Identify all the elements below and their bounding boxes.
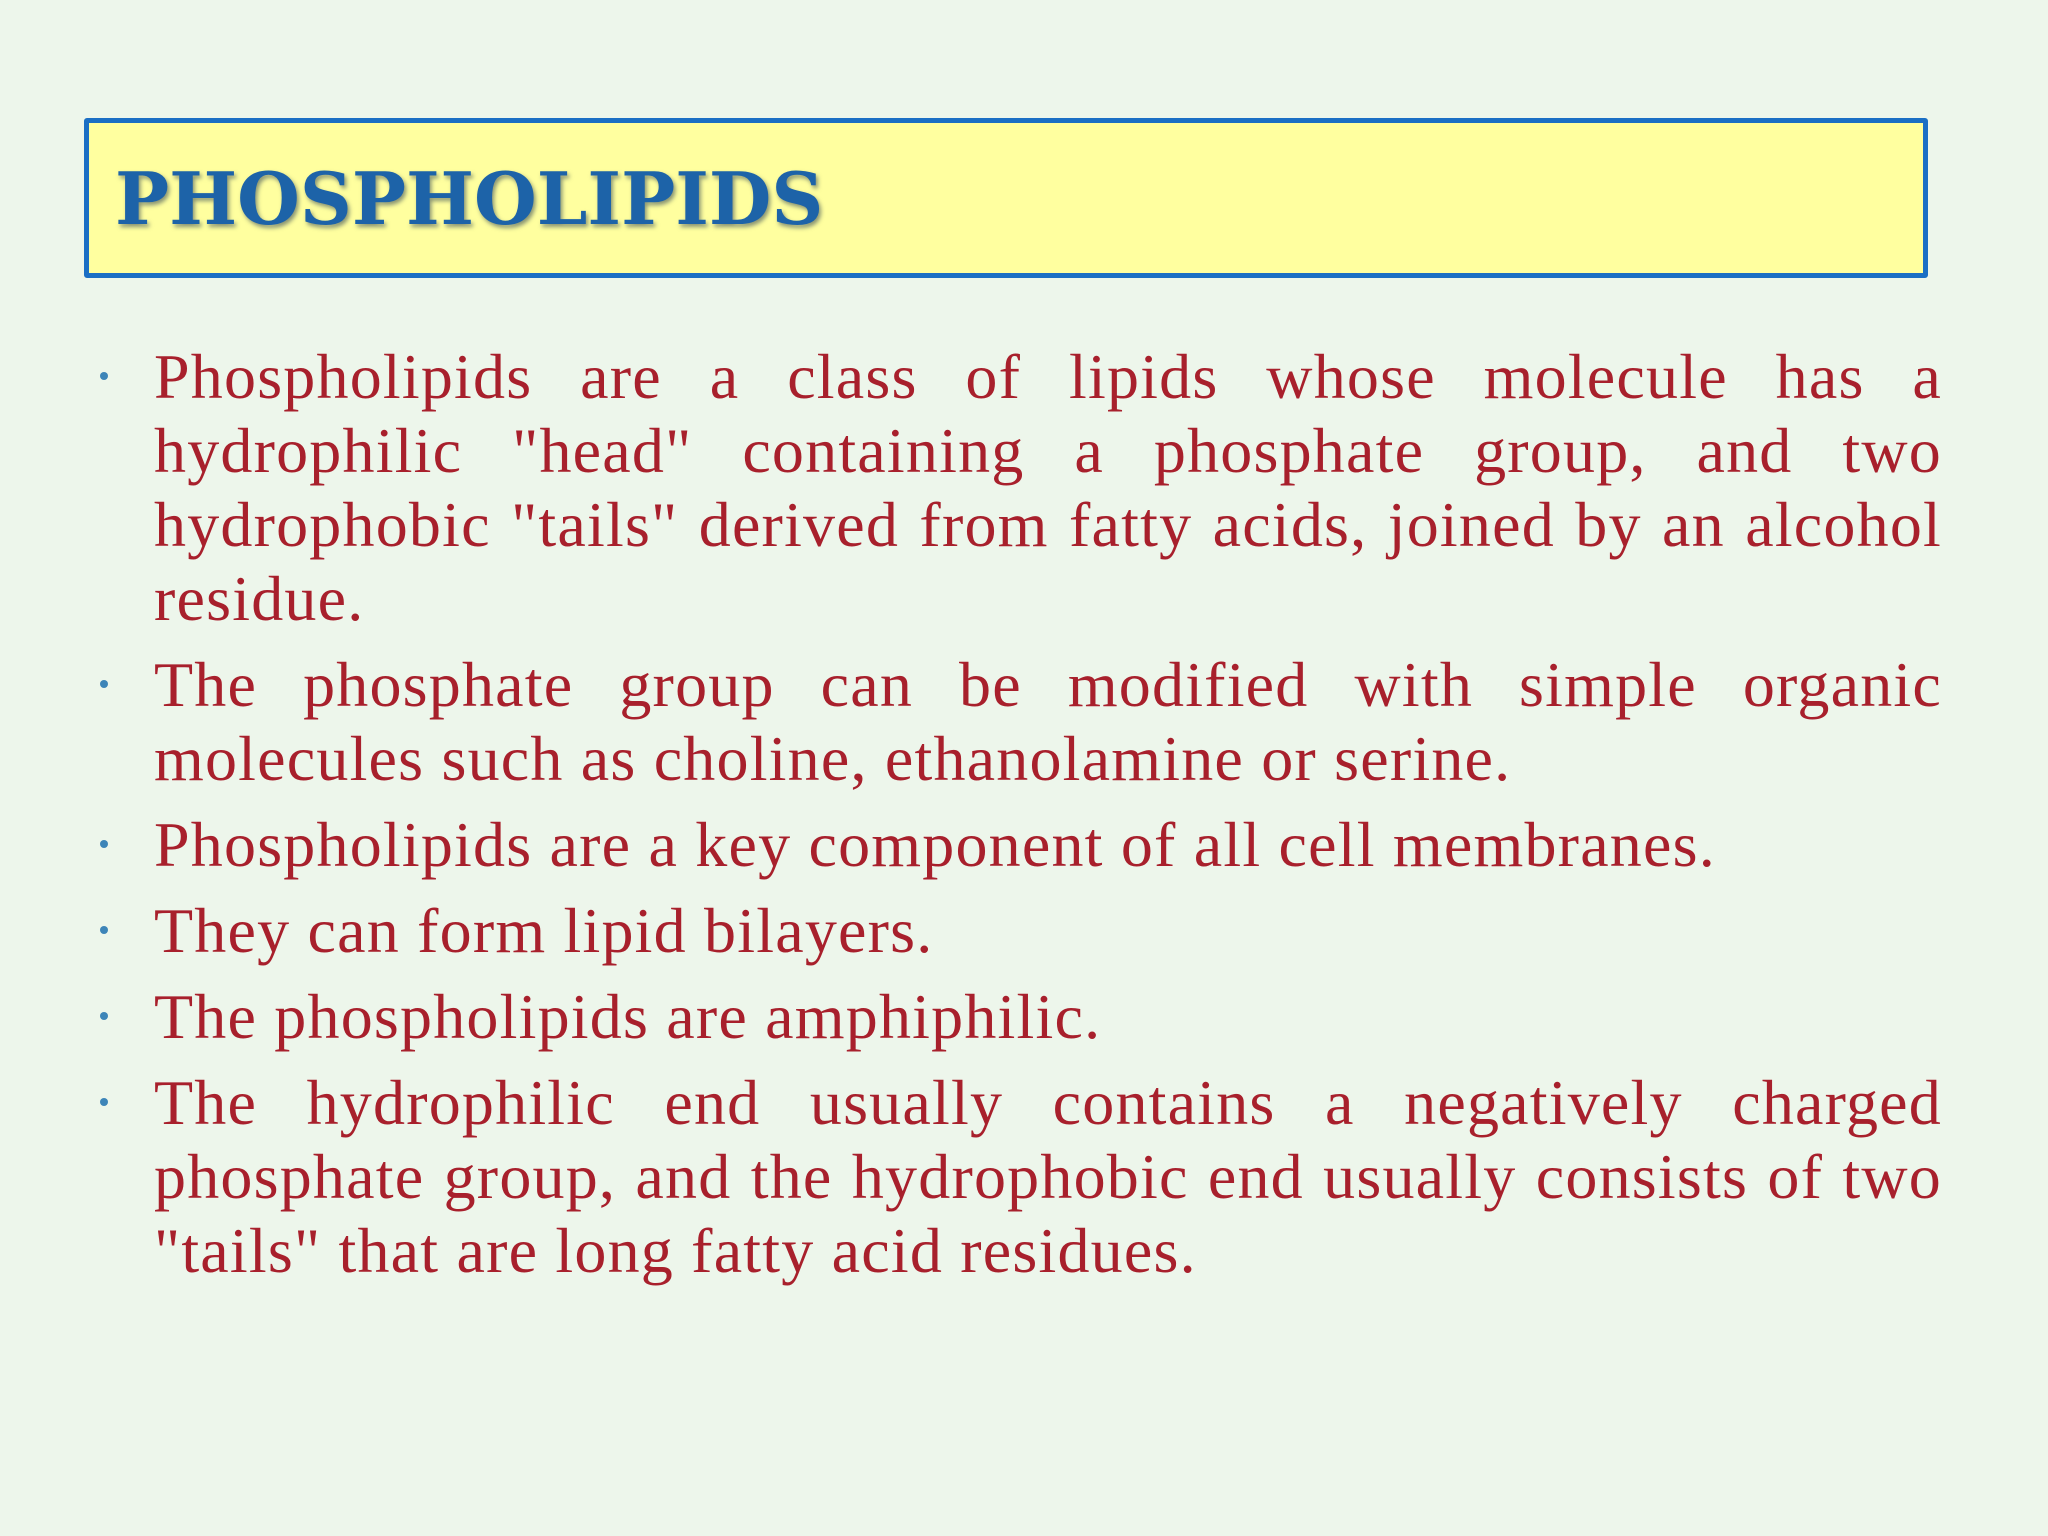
title-box <box>84 118 1928 278</box>
bullet-text: Phospholipids are a class of lipids whose molecule has a hydrophilic "head" containing a phosphate group, and two hydrophobic "tails" derived from fatty acids, joined by an alcohol residue. <box>154 341 1942 634</box>
bullet-text: The hydrophilic end usually contains a negatively charged phosphate group, and the hydrophobic end usually consists of two "tails" that are long fatty acid residues. <box>154 1067 1942 1286</box>
bullet-item <box>90 648 1942 796</box>
bullet-text: They can form lipid bilayers. <box>154 895 934 966</box>
bullet-item <box>90 1066 1942 1288</box>
bullet-dot-icon <box>100 680 108 688</box>
bullet-dot-icon <box>100 840 108 848</box>
bullet-dot-icon <box>100 1012 108 1020</box>
bullet-item <box>90 980 1942 1054</box>
bullet-item <box>90 340 1942 636</box>
bullet-dot-icon <box>100 372 108 380</box>
bullet-item <box>90 894 1942 968</box>
bullet-dot-icon <box>100 1098 108 1106</box>
bullet-text: The phosphate group can be modified with simple organic molecules such as choline, ethanolamine or serine. <box>154 649 1942 794</box>
bullet-text: Phospholipids are a key component of all cell membranes. <box>154 809 1716 880</box>
slide-title: PHOSPHOLIPIDS <box>115 156 824 241</box>
bullet-list <box>90 340 1942 1300</box>
bullet-dot-icon <box>100 926 108 934</box>
bullet-text: The phospholipids are amphiphilic. <box>154 981 1102 1052</box>
bullet-item <box>90 808 1942 882</box>
